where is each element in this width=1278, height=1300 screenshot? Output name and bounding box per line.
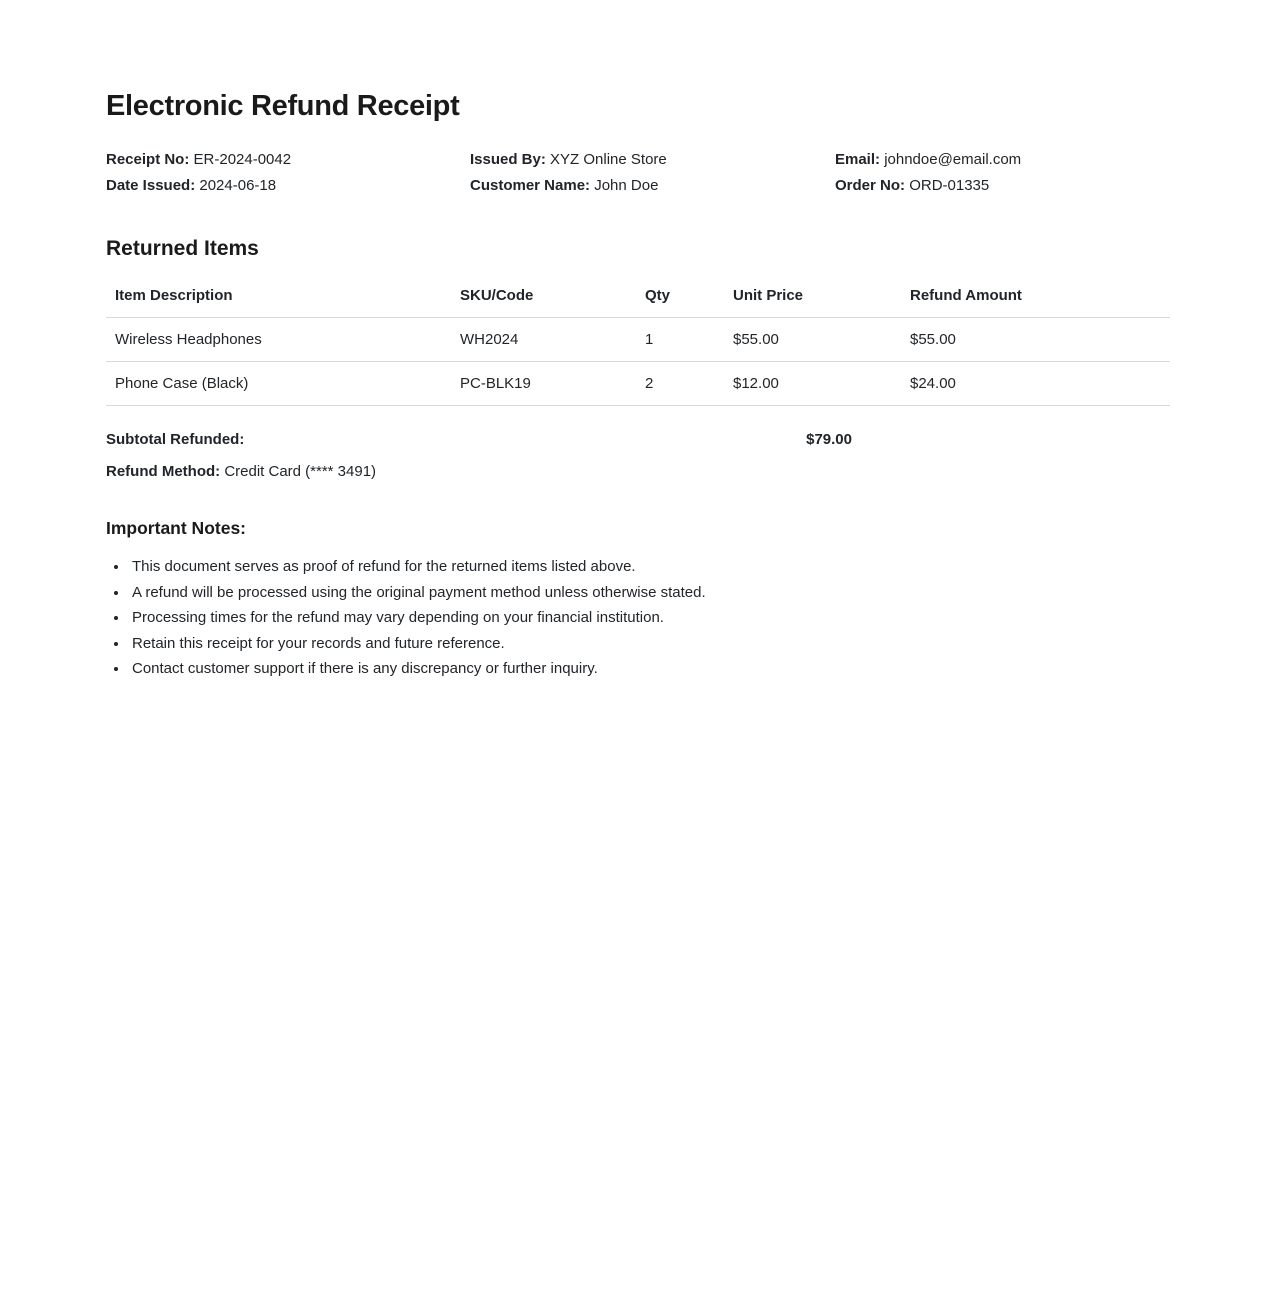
column-header-sku-code: SKU/Code: [451, 274, 636, 318]
note-item: • Processing times for the refund may vary depending on your financial institution.: [129, 605, 1170, 631]
meta-date-issued: [106, 173, 470, 199]
cell-sku-code: PC-BLK19: [451, 362, 636, 406]
returned-items-table: [106, 274, 1170, 406]
column-header-qty: Qty: [636, 274, 724, 318]
receipt-metadata: [106, 147, 1170, 199]
meta-email-label: Email:: [835, 151, 881, 168]
meta-date-issued-label: Date Issued:: [106, 177, 196, 194]
cell-sku-code: WH2024: [451, 318, 636, 362]
meta-receipt-no-label: Receipt No:: [106, 151, 190, 168]
cell-item-description: Wireless Headphones: [106, 318, 451, 362]
table-row: [106, 318, 1170, 362]
subtotal-value: $79.00: [806, 431, 852, 448]
cell-item-description: Phone Case (Black): [106, 362, 451, 406]
table-header-row: [106, 274, 1170, 318]
important-notes-list: [106, 554, 1170, 682]
note-item: • Retain this receipt for your records and future reference.: [129, 631, 1170, 657]
cell-qty: 1: [636, 318, 724, 362]
note-item: • A refund will be processed using the original payment method unless otherwise stated.: [129, 580, 1170, 606]
meta-customer-name-value: John Doe: [594, 177, 659, 194]
meta-receipt-no-value: ER-2024-0042: [193, 151, 292, 168]
note-item: • Contact customer support if there is any discrepancy or further inquiry.: [129, 656, 1170, 682]
meta-date-issued-value: 2024-06-18: [199, 177, 277, 194]
cell-qty: 2: [636, 362, 724, 406]
note-item: • This document serves as proof of refund for the returned items listed above.: [129, 554, 1170, 580]
cell-refund-amount: $55.00: [901, 318, 1170, 362]
meta-email-value: johndoe@email.com: [884, 151, 1022, 168]
table-row: [106, 362, 1170, 406]
cell-unit-price: $55.00: [724, 318, 901, 362]
column-header-item-description: Item Description: [106, 274, 451, 318]
refund-method-value: Credit Card (**** 3491): [224, 463, 377, 480]
meta-issued-by-label: Issued By:: [470, 151, 546, 168]
subtotal-label: Subtotal Refunded:: [106, 431, 245, 448]
cell-refund-amount: $24.00: [901, 362, 1170, 406]
meta-email: [835, 147, 1170, 173]
refund-method-row: [106, 463, 1170, 480]
meta-receipt-no: [106, 147, 470, 173]
page-title: Electronic Refund Receipt: [106, 90, 460, 122]
meta-issued-by: [470, 147, 835, 173]
meta-customer-name: [470, 173, 835, 199]
subtotal-row: [106, 431, 852, 448]
meta-order-no: [835, 173, 1170, 199]
meta-order-no-label: Order No:: [835, 177, 906, 194]
column-header-refund-amount: Refund Amount: [901, 274, 1170, 318]
cell-unit-price: $12.00: [724, 362, 901, 406]
meta-issued-by-value: XYZ Online Store: [550, 151, 667, 168]
returned-items-heading: Returned Items: [106, 237, 259, 260]
column-header-unit-price: Unit Price: [724, 274, 901, 318]
meta-customer-name-label: Customer Name:: [470, 177, 591, 194]
important-notes-heading: Important Notes:: [106, 518, 246, 538]
refund-method-label: Refund Method:: [106, 463, 221, 480]
meta-order-no-value: ORD-01335: [909, 177, 990, 194]
